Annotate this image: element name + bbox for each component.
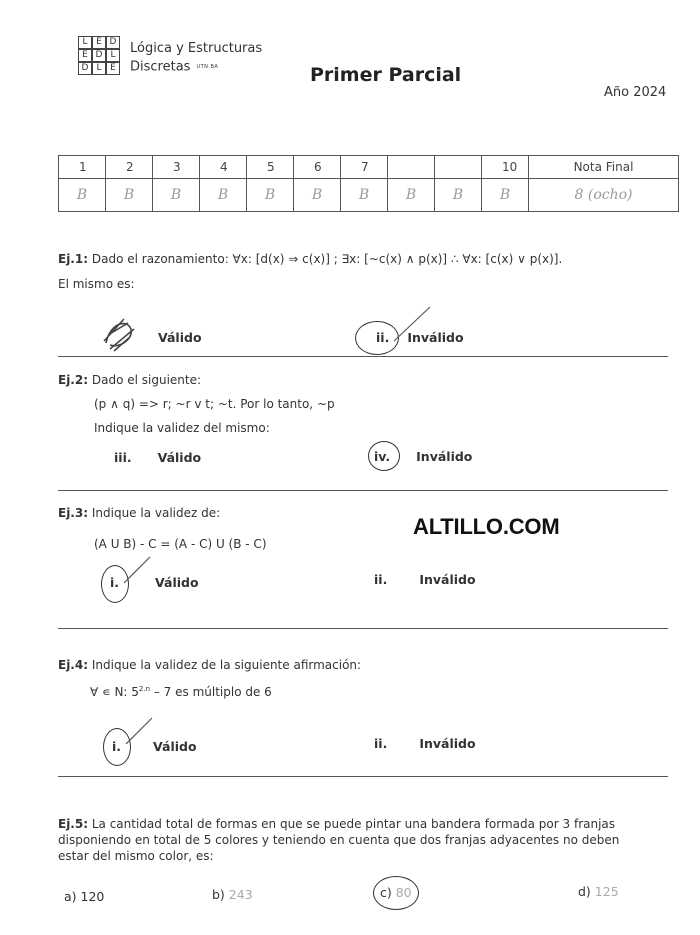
ej2-line3: Indique la validez del mismo: — [94, 421, 270, 435]
logo-letter: D — [106, 36, 120, 49]
logo-letter: E — [92, 36, 106, 49]
grade-score: B — [435, 179, 482, 212]
grade-col-header: 7 — [341, 156, 388, 179]
divider — [58, 356, 668, 357]
grade-score: B — [247, 179, 294, 212]
grade-col-header: 6 — [294, 156, 341, 179]
ej3-option-marker: i. — [110, 575, 120, 590]
ej2-option-marker: iii. — [114, 450, 132, 465]
ej1-option-invalid[interactable]: ii. Inválido — [376, 330, 464, 345]
grade-col-header: 4 — [200, 156, 247, 179]
ej1-option-marker: ii. — [376, 330, 390, 345]
grade-score: B — [106, 179, 153, 212]
ej5-option-c[interactable]: c) 80 — [380, 885, 412, 900]
final-grade-score: 8 (ocho) — [529, 179, 679, 212]
ej1-option-valid[interactable]: Válido — [158, 330, 202, 345]
logo-letter: L — [92, 62, 106, 75]
ej3-label: Ej.3: — [58, 506, 89, 520]
ej5-option-a[interactable]: a) 120 — [64, 889, 105, 904]
logo-letter: D — [78, 62, 92, 75]
ej5-label: Ej.5: — [58, 817, 89, 831]
logo-letter: L — [78, 36, 92, 49]
ej2-text: Dado el siguiente: — [91, 373, 202, 387]
ej4-option-valid[interactable]: i. Válido — [112, 739, 197, 754]
course-logo — [78, 36, 120, 76]
ej2-statement — [58, 372, 201, 388]
scribble-mark — [100, 315, 140, 355]
exam-year: Año 2024 — [604, 85, 667, 100]
watermark: ALTILLO.COM — [413, 514, 560, 539]
ej1-statement — [58, 251, 562, 267]
logo-letter: E — [78, 49, 92, 62]
grade-col-header: 2 — [106, 156, 153, 179]
ej3-text: Indique la validez de: — [91, 506, 221, 520]
ej4-text: Indique la validez de la siguiente afirmación: — [91, 658, 362, 672]
ej2-line2: (p ∧ q) => r; ~r v t; ~t. Por lo tanto, ~p — [94, 397, 335, 411]
ej3-line2: (A U B) - C = (A - C) U (B - C) — [94, 537, 267, 551]
ej1-label: Ej.1: — [58, 252, 89, 266]
course-name — [130, 40, 262, 77]
grade-col-header: 10 — [482, 156, 529, 179]
logo-letter: L — [106, 49, 120, 62]
ej4-statement — [58, 657, 361, 673]
ej5-line2: disponiendo en total de 5 colores y teniendo en cuenta que dos franjas adyacentes no deben — [58, 833, 620, 847]
ej5-option-b[interactable]: b) 243 — [212, 887, 253, 902]
grade-score: B — [200, 179, 247, 212]
ej3-option-invalid[interactable]: ii. Inválido — [374, 572, 476, 587]
ej2-option-marker: iv. — [374, 449, 391, 464]
page-title: Primer Parcial — [310, 64, 462, 86]
grades-header-row — [59, 156, 679, 179]
grade-col-header — [388, 156, 435, 179]
grade-col-header: 3 — [153, 156, 200, 179]
ej5-option-d[interactable]: d) 125 — [578, 884, 619, 899]
grade-score: B — [59, 179, 106, 212]
ej4-line2: ∀ ∊ N: $5^{2.n} - 7$ es múltiplo de 6 — [90, 685, 272, 699]
course-name-line2: Discretas — [130, 59, 191, 75]
final-grade-header: Nota Final — [529, 156, 679, 179]
ej2-option-invalid[interactable]: iv. Inválido — [374, 449, 473, 464]
ej4-option-marker: ii. — [374, 736, 388, 751]
grade-col-header — [435, 156, 482, 179]
divider — [58, 490, 668, 491]
ej1-line2: El mismo es: — [58, 277, 135, 291]
grade-score: B — [294, 179, 341, 212]
ej2-label: Ej.2: — [58, 373, 89, 387]
ej5-line1: Ej.5: La cantidad total de formas en que se puede pintar una bandera formada por 3 franjas — [58, 817, 616, 831]
ej2-option-valid[interactable]: iii. Válido — [114, 450, 202, 465]
divider — [58, 628, 668, 629]
logo-letter: E — [106, 62, 120, 75]
ej4-option-marker: i. — [112, 739, 122, 754]
logo-letter: D — [92, 49, 106, 62]
grade-col-header: 1 — [59, 156, 106, 179]
grade-score: B — [388, 179, 435, 212]
ej5-line3: estar del mismo color, es: — [58, 849, 214, 863]
course-sub: UTN.BA — [196, 64, 219, 70]
divider — [58, 776, 668, 777]
ej3-option-valid[interactable]: i. Válido — [110, 575, 199, 590]
course-name-line1: Lógica y Estructuras — [130, 41, 263, 56]
grade-col-header: 5 — [247, 156, 294, 179]
grades-table — [58, 155, 679, 212]
grade-score: B — [482, 179, 529, 212]
grades-score-row — [59, 179, 679, 212]
ej4-option-invalid[interactable]: ii. Inválido — [374, 736, 476, 751]
grade-score: B — [341, 179, 388, 212]
ej1-text: Dado el razonamiento: ∀x: [d(x) ⇒ c(x)] ; ∃x: [~c(x) ∧ p(x)] ∴ ∀x: [c(x) ∨ p(x)]. — [91, 252, 563, 266]
ej3-statement — [58, 505, 220, 521]
ej3-option-marker: ii. — [374, 572, 388, 587]
grade-score: B — [153, 179, 200, 212]
ej4-label: Ej.4: — [58, 658, 89, 672]
